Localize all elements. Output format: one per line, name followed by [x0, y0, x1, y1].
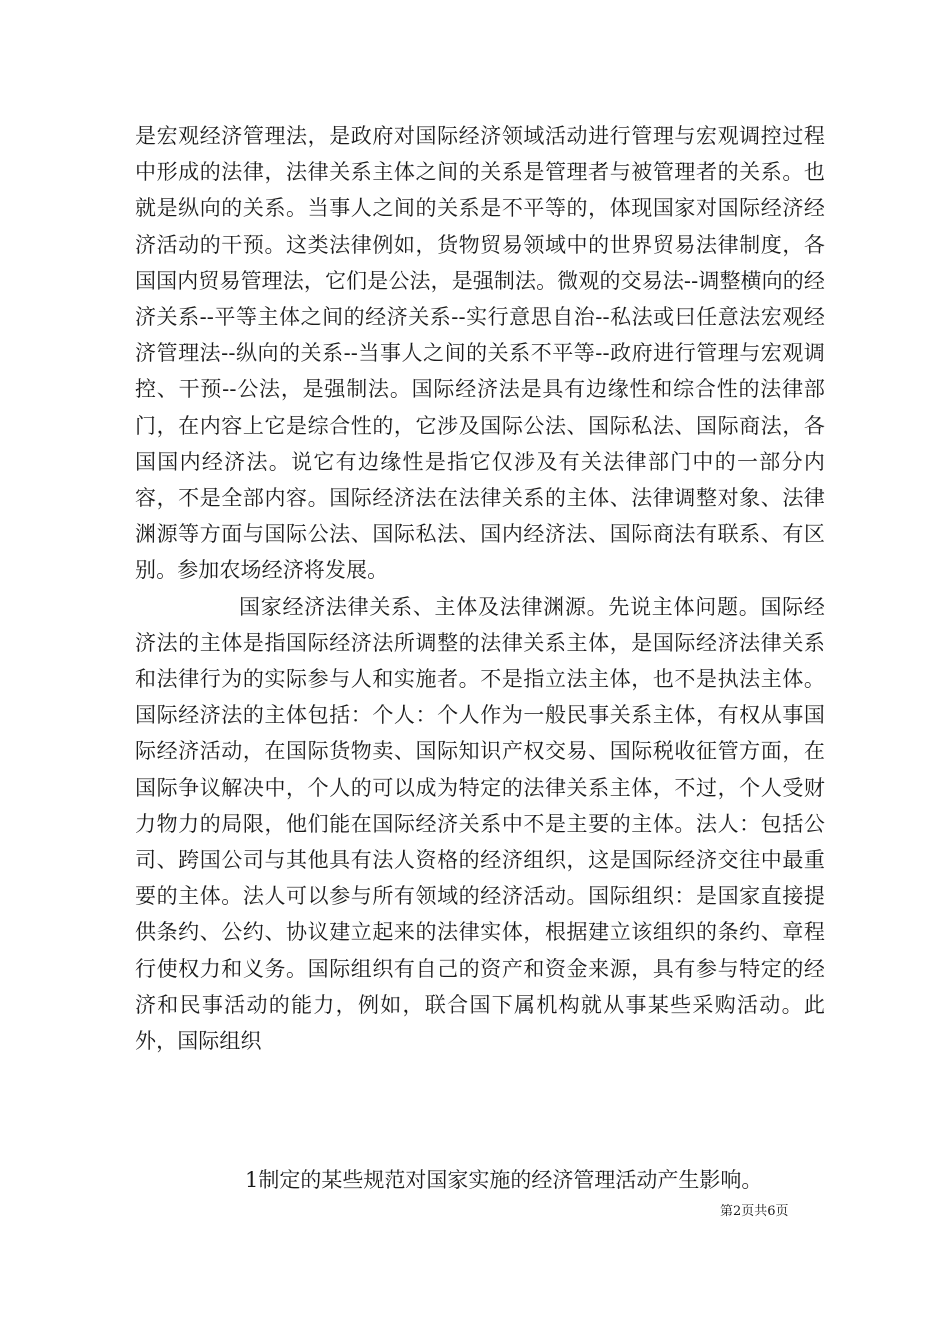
footnote: 1制定的某些规范对国家实施的经济管理活动产生影响。 [245, 1168, 763, 1192]
page-number: 第2页共6页 [720, 1204, 789, 1219]
body-text [135, 118, 825, 1059]
paragraph-1: 是宏观经济管理法，是政府对国际经济领域活动进行管理与宏观调控过程中形成的法律，法律关系主体之间的关系是管理者与被管理者的关系。也就是纵向的关系。当事人之间的关系是不平等的，体现国家对国际经济经济活动的干预。这类法律例如，货物贸易领域中的世界贸易法律制度，各国国内贸易管理法，它们是公法，是强制法。微观的交易法--调整横向的经济关系--平等主体之间的经济关系--实行意思自治--私法或曰任意法宏观经济管理法--纵向的关系--当事人之间的关系不平等--政府进行管理与宏观调控、干预--公法，是强制法。国际经济法是具有边缘性和综合性的法律部门，在内容上它是综合性的，它涉及国际公法、国际私法、国际商法，各国国内经济法。说它有边缘性是指它仅涉及有关法律部门中的一部分内容，不是全部内容。国际经济法在法律关系的主体、法律调整对象、法律渊源等方面与国际公法、国际私法、国内经济法、国际商法有联系、有区别。参加农场经济将发展。 [135, 124, 825, 583]
paragraph-2: 国家经济法律关系、主体及法律渊源。先说主体问题。国际经济法的主体是指国际经济法所调整的法律关系主体，是国际经济法律关系和法律行为的实际参与人和实施者。不是指立法主体，也不是执法主体。国际经济法的主体包括：个人：个人作为一般民事关系主体，有权从事国际经济活动，在国际货物卖、国际知识产权交易、国际税收征管方面，在国际争议解决中，个人的可以成为特定的法律关系主体，不过，个人受财力物力的局限，他们能在国际经济关系中不是主要的主体。法人：包括公司、跨国公司与其他具有法人资格的经济组织，这是国际经济交往中最重要的主体。法人可以参与所有领域的经济活动。国际组织：是国家直接提供条约、公约、协议建立起来的法律实体，根据建立该组织的条约、章程行使权力和义务。国际组织有自己的资产和资金来源，具有参与特定的经济和民事活动的能力，例如，联合国下属机构就从事某些采购活动。此外，国际组织 [135, 594, 825, 1054]
